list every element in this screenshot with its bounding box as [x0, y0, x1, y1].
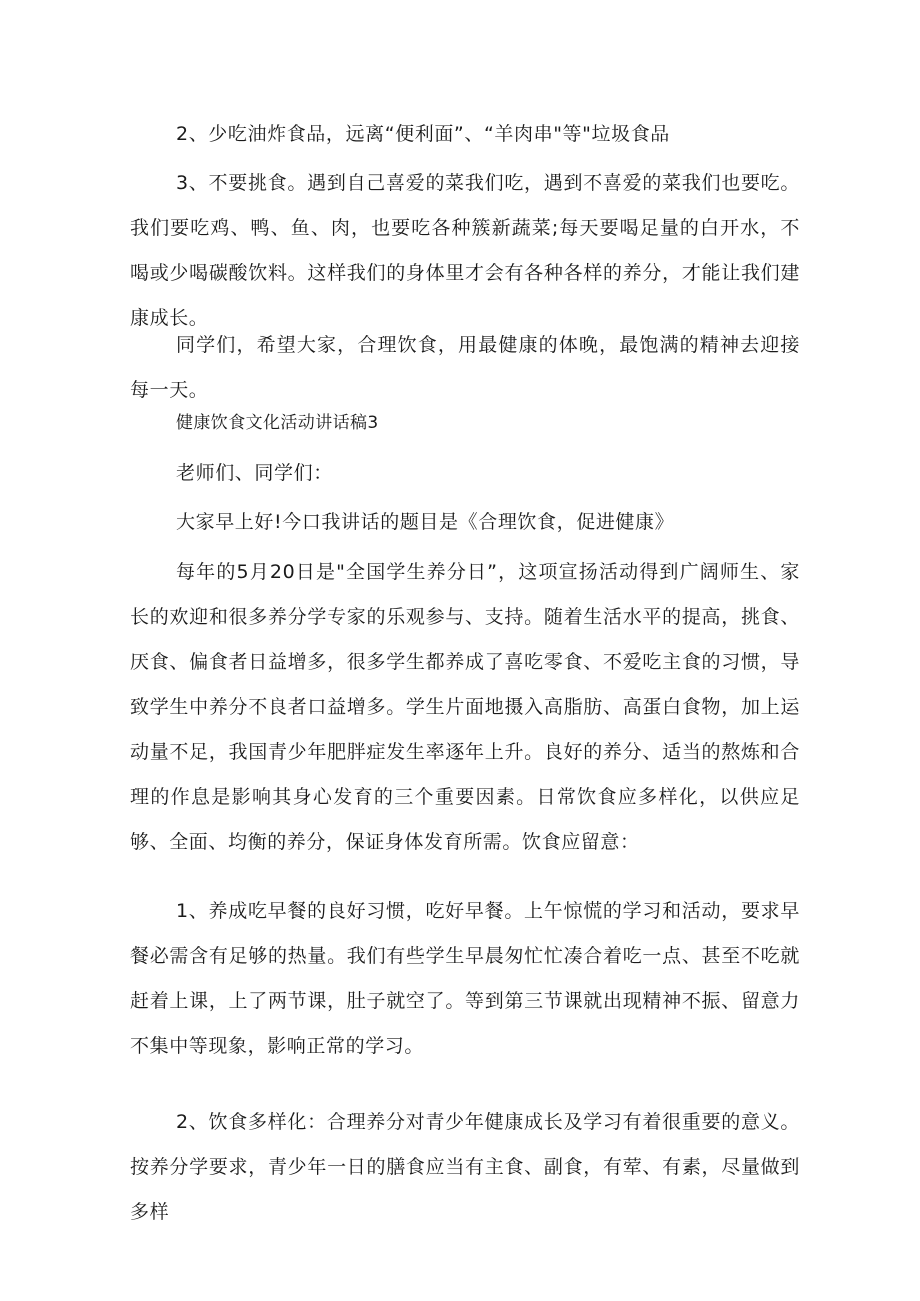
paragraph-3: 同学们，希望大家，合理饮食，用最健康的体晚，最饱满的精神去迎接每一天。 — [130, 334, 800, 401]
salutation: 老师们、同学们： — [176, 462, 333, 484]
greeting-line: 大家早上好!今口我讲话的题目是《合理饮食，促进健康》 — [176, 511, 675, 533]
paragraph-2: 3、不要挑食。遇到自己喜爱的菜我们吃，遇到不喜爱的菜我们也要吃。我们要吃鸡、鸭、鱼、肉，也要吃各种簇新蔬菜;每天要喝足量的白开水，不喝或少喝碳酸饮料。这样我们的身体里才会有各种各样的养分，才能让我们建康成长。 — [130, 172, 800, 329]
paragraph-breakfast: 1、养成吃早餐的良好习惯，吃好早餐。上午惊慌的学习和活动，要求早餐必需含有足够的热量。我们有些学生早晨匆忙忙凑合着吃一点、甚至不吃就赶着上课，上了两节课，肚子就空了。等到第三节课就出现精神不振、留意力不集中等现象，影响正常的学习。 — [130, 900, 800, 1057]
paragraph-nutrition-day: 每年的5月20日是"全国学生养分日”，这项宣扬活动得到广阔师生、家长的欢迎和很多养分学专家的乐观参与、支持。随着生活水平的提高，挑食、厌食、偏食者日益增多，很多学生都养成了喜吃零食、不爱吃主食的习惯，导致学生中养分不良者口益增多。学生片面地摄入高脂肪、高蛋白食物，加上运动量不足，我国青少年肥胖症发生率逐年上升。良好的养分、适当的熬炼和合理的作息是影响其身心发育的三个重要因素。日常饮食应多样化，以供应足够、全面、均衡的养分，保证身体发育所需。饮食应留意： — [130, 561, 800, 853]
paragraph-diversity: 2、饮食多样化：合理养分对青少年健康成长及学习有着很重要的意义。按养分学要求，青少年一日的膳食应当有主食、副食，有荤、有素，尽量做到多样 — [130, 1111, 800, 1223]
section-heading: 健康饮食文化活动讲话稿3 — [176, 413, 379, 433]
paragraph-1: 2、少吃油炸食品，远离“便利面”、“羊肉串"等"垃圾食品 — [176, 123, 670, 145]
